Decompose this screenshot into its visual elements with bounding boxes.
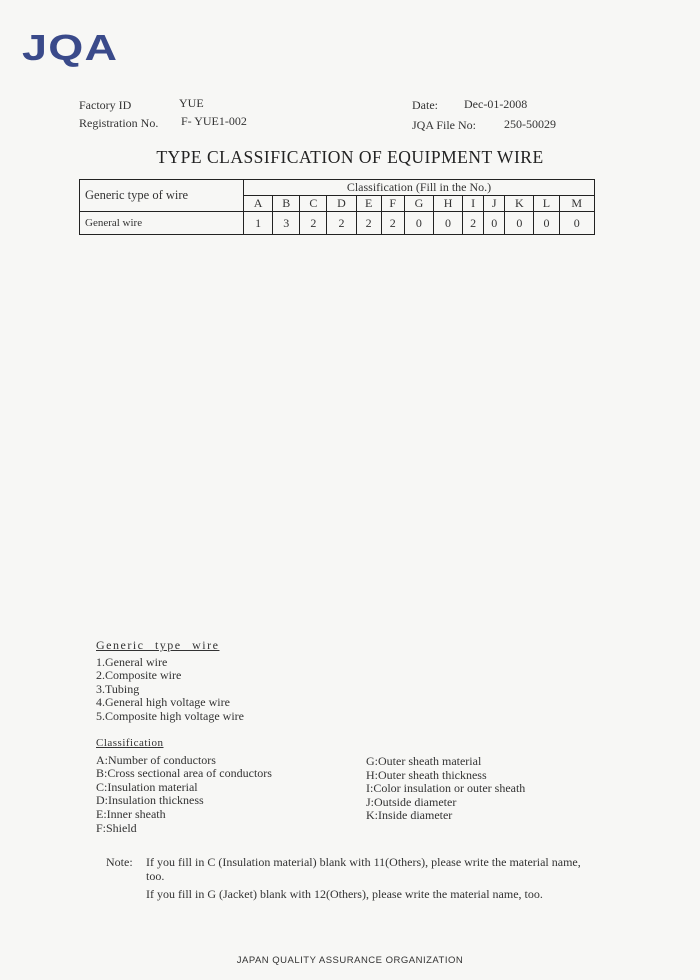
column-header: E <box>356 196 381 212</box>
jqa-file-label: JQA File No: <box>412 118 477 132</box>
column-header: F <box>381 196 404 212</box>
classification-table <box>79 179 595 235</box>
column-header: D <box>327 196 356 212</box>
date-value: Dec-01-2008 <box>464 97 528 111</box>
table-cell: 2 <box>463 212 484 235</box>
classification-header: Classification (Fill in the No.) <box>244 180 595 196</box>
column-header: I <box>463 196 484 212</box>
column-header: B <box>273 196 300 212</box>
note-line-1: If you fill in C (Insulation material) blank with 11(Others), please write the material name, too. <box>146 855 581 883</box>
column-header: J <box>484 196 505 212</box>
table-cell: 1 <box>244 212 273 235</box>
list-item: 1.General wire <box>96 654 168 669</box>
classification-legend-left <box>96 737 272 835</box>
date-label: Date: <box>412 98 438 112</box>
list-item: J:Outside diameter <box>366 794 457 809</box>
table-cell: 3 <box>273 212 300 235</box>
list-item: 2.Composite wire <box>96 668 182 683</box>
list-item: A:Number of conductors <box>96 752 216 767</box>
page-title: TYPE CLASSIFICATION OF EQUIPMENT WIRE <box>156 147 544 167</box>
factory-id-label: Factory ID <box>79 98 132 112</box>
table-cell: 0 <box>505 212 534 235</box>
column-header: M <box>559 196 594 212</box>
table-cell: 0 <box>433 212 462 235</box>
list-item: 4.General high voltage wire <box>96 695 230 710</box>
list-item: F:Shield <box>96 820 137 835</box>
column-header: C <box>300 196 327 212</box>
table-cell: 0 <box>484 212 505 235</box>
note-block <box>106 855 586 901</box>
registration-value: F- YUE1-002 <box>181 114 247 128</box>
column-header: G <box>404 196 433 212</box>
list-item: 5.Composite high voltage wire <box>96 708 244 723</box>
list-item: 3.Tubing <box>96 681 140 696</box>
table-cell: 2 <box>327 212 356 235</box>
factory-id-value: YUE <box>179 96 204 110</box>
table-cell: 0 <box>559 212 594 235</box>
list-item: D:Insulation thickness <box>96 793 204 808</box>
classification-legend-right <box>366 755 525 823</box>
registration-label: Registration No. <box>79 116 159 130</box>
column-header: H <box>433 196 462 212</box>
generic-types-section <box>96 639 244 724</box>
table-cell: 0 <box>534 212 559 235</box>
list-item: I:Color insulation or outer sheath <box>366 781 526 796</box>
list-item: B:Cross sectional area of conductors <box>96 766 272 781</box>
list-item: G:Outer sheath material <box>366 754 482 768</box>
generic-types-heading: Generic type wire <box>96 638 220 652</box>
list-item: C:Insulation material <box>96 779 198 794</box>
table-cell: 2 <box>300 212 327 235</box>
column-header: K <box>505 196 534 212</box>
table-cell: 2 <box>356 212 381 235</box>
list-item: E:Inner sheath <box>96 806 166 821</box>
column-header: A <box>244 196 273 212</box>
row-label: General wire <box>80 212 244 235</box>
classification-heading: Classification <box>96 737 164 749</box>
table-cell: 2 <box>381 212 404 235</box>
generic-type-header: Generic type of wire <box>80 180 244 212</box>
column-header: L <box>534 196 559 212</box>
table-cell: 0 <box>404 212 433 235</box>
jqa-logo: JQA <box>22 27 119 68</box>
footer-organization: JAPAN QUALITY ASSURANCE ORGANIZATION <box>236 955 464 966</box>
list-item: H:Outer sheath thickness <box>366 767 487 782</box>
note-label: Note: <box>106 855 133 869</box>
jqa-file-value: 250-50029 <box>504 117 556 131</box>
list-item: K:Inside diameter <box>366 808 453 823</box>
table-row <box>80 212 595 235</box>
note-line-2: If you fill in G (Jacket) blank with 12(Others), please write the material name, too. <box>146 887 543 901</box>
